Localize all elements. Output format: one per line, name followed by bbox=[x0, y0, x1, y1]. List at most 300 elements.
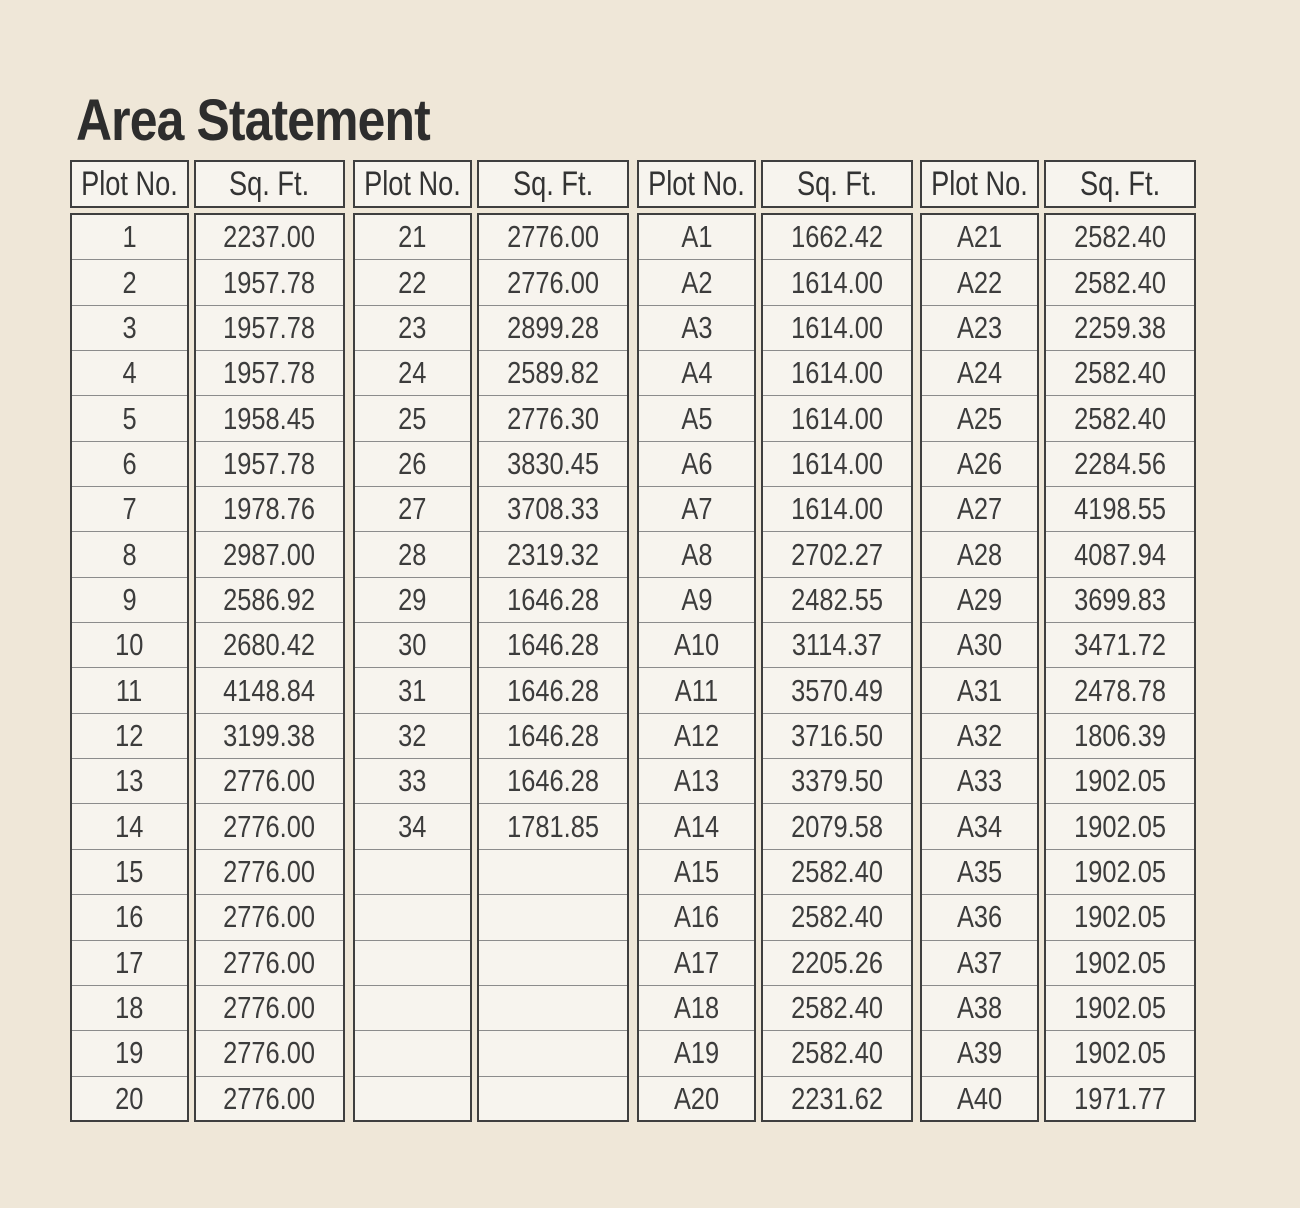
sq-ft-value: 1646.28 bbox=[507, 717, 599, 753]
plot-no-value: 6 bbox=[122, 445, 137, 481]
plot-no-cell bbox=[72, 1077, 187, 1122]
plot-no-value: 22 bbox=[398, 264, 427, 300]
page-title: Area Statement bbox=[76, 88, 430, 153]
plot-no-value: A14 bbox=[673, 808, 720, 844]
plot-no-cell bbox=[639, 1077, 754, 1122]
sq-ft-value: 3708.33 bbox=[507, 491, 599, 527]
sq-ft-value: 3471.72 bbox=[1074, 627, 1166, 663]
sq-ft-cell bbox=[763, 850, 911, 895]
plot-no-header: Plot No. bbox=[920, 160, 1039, 208]
sq-ft-cell bbox=[196, 759, 343, 804]
sq-ft-cell bbox=[196, 215, 343, 260]
plot-no-column bbox=[920, 213, 1039, 1122]
sq-ft-cell bbox=[196, 578, 343, 623]
plot-no-cell bbox=[72, 941, 187, 986]
plot-no-cell bbox=[72, 714, 187, 759]
sq-ft-cell bbox=[196, 895, 343, 940]
sq-ft-value: 1957.78 bbox=[223, 309, 316, 345]
plot-no-cell bbox=[355, 850, 470, 895]
sq-ft-value: 2776.00 bbox=[223, 853, 316, 889]
plot-no-cell bbox=[355, 623, 470, 668]
sq-ft-cell bbox=[196, 532, 343, 577]
plot-no-value: A8 bbox=[680, 536, 713, 572]
plot-no-cell bbox=[72, 215, 187, 260]
plot-no-column bbox=[70, 213, 189, 1122]
sq-ft-value: 1902.05 bbox=[1074, 899, 1166, 935]
plot-no-value: A15 bbox=[673, 853, 720, 889]
plot-no-cell bbox=[639, 260, 754, 305]
sq-ft-cell bbox=[479, 260, 627, 305]
sq-ft-cell bbox=[196, 260, 343, 305]
sq-ft-cell bbox=[196, 396, 343, 441]
plot-no-cell bbox=[922, 895, 1037, 940]
plot-no-cell bbox=[922, 668, 1037, 713]
sq-ft-cell bbox=[479, 1031, 627, 1076]
sq-ft-value: 2259.38 bbox=[1074, 309, 1166, 345]
plot-no-cell bbox=[72, 306, 187, 351]
sq-ft-cell bbox=[1046, 1031, 1194, 1076]
plot-no-cell bbox=[639, 351, 754, 396]
plot-no-cell bbox=[72, 578, 187, 623]
sq-ft-cell bbox=[1046, 578, 1194, 623]
plot-no-cell bbox=[355, 895, 470, 940]
plot-no-value: 32 bbox=[398, 717, 427, 753]
plot-no-cell bbox=[355, 351, 470, 396]
plot-no-cell bbox=[922, 578, 1037, 623]
plot-no-cell bbox=[355, 1077, 470, 1122]
plot-no-cell bbox=[639, 396, 754, 441]
sq-ft-cell bbox=[1046, 1077, 1194, 1122]
plot-no-cell bbox=[922, 306, 1037, 351]
plot-no-cell bbox=[922, 850, 1037, 895]
sq-ft-value: 1614.00 bbox=[791, 445, 883, 481]
plot-no-cell bbox=[355, 306, 470, 351]
plot-no-value: A29 bbox=[956, 581, 1003, 617]
plot-no-cell bbox=[922, 714, 1037, 759]
plot-no-cell bbox=[72, 487, 187, 532]
sq-ft-value: 1978.76 bbox=[223, 491, 316, 527]
sq-ft-cell bbox=[479, 668, 627, 713]
sq-ft-cell bbox=[479, 714, 627, 759]
sq-ft-cell bbox=[479, 895, 627, 940]
plot-no-value: 26 bbox=[398, 445, 427, 481]
plot-no-cell bbox=[922, 1077, 1037, 1122]
plot-no-cell bbox=[355, 260, 470, 305]
sq-ft-cell bbox=[763, 804, 911, 849]
plot-no-cell bbox=[72, 850, 187, 895]
plot-no-value: 15 bbox=[115, 853, 144, 889]
plot-no-cell bbox=[355, 396, 470, 441]
plot-no-value: A7 bbox=[680, 491, 713, 527]
sq-ft-cell bbox=[763, 1077, 911, 1122]
sq-ft-value: 2680.42 bbox=[223, 627, 316, 663]
sq-ft-header: Sq. Ft. bbox=[1044, 160, 1196, 208]
sq-ft-cell bbox=[1046, 532, 1194, 577]
plot-no-value: A11 bbox=[674, 672, 719, 708]
sq-ft-value: 2582.40 bbox=[1074, 264, 1166, 300]
plot-no-value: A30 bbox=[956, 627, 1003, 663]
sq-ft-value: 2776.00 bbox=[507, 264, 599, 300]
sq-ft-cell bbox=[763, 668, 911, 713]
sq-ft-value: 2582.40 bbox=[1074, 355, 1166, 391]
plot-no-cell bbox=[639, 487, 754, 532]
plot-no-value: A4 bbox=[680, 355, 713, 391]
sq-ft-column bbox=[194, 213, 345, 1122]
plot-no-cell bbox=[922, 260, 1037, 305]
sq-ft-cell bbox=[1046, 623, 1194, 668]
sq-ft-cell bbox=[763, 759, 911, 804]
sq-ft-cell bbox=[196, 804, 343, 849]
sq-ft-value: 1614.00 bbox=[791, 400, 883, 436]
plot-no-cell bbox=[355, 804, 470, 849]
sq-ft-value: 2987.00 bbox=[223, 536, 316, 572]
sq-ft-cell bbox=[479, 941, 627, 986]
sq-ft-value: 1957.78 bbox=[223, 355, 316, 391]
plot-no-value: 13 bbox=[115, 763, 144, 799]
plot-no-value: 27 bbox=[398, 491, 427, 527]
sq-ft-cell bbox=[196, 487, 343, 532]
plot-no-value: 29 bbox=[398, 581, 427, 617]
plot-no-value: A38 bbox=[956, 990, 1003, 1026]
sq-ft-value: 1902.05 bbox=[1074, 763, 1166, 799]
plot-no-cell bbox=[639, 532, 754, 577]
sq-ft-value: 2899.28 bbox=[507, 309, 599, 345]
plot-no-cell bbox=[639, 759, 754, 804]
plot-no-value: 3 bbox=[122, 309, 137, 345]
plot-no-value: A13 bbox=[673, 763, 720, 799]
sq-ft-value: 3379.50 bbox=[791, 763, 883, 799]
plot-no-value: A23 bbox=[956, 309, 1003, 345]
sq-ft-cell bbox=[763, 306, 911, 351]
plot-no-value: A24 bbox=[956, 355, 1003, 391]
plot-no-value: 10 bbox=[115, 627, 144, 663]
sq-ft-value: 1646.28 bbox=[507, 763, 599, 799]
sq-ft-cell bbox=[1046, 941, 1194, 986]
sq-ft-value: 1646.28 bbox=[507, 672, 599, 708]
sq-ft-value: 2582.40 bbox=[791, 990, 883, 1026]
plot-no-value: A3 bbox=[680, 309, 713, 345]
sq-ft-cell bbox=[479, 850, 627, 895]
plot-no-cell bbox=[639, 668, 754, 713]
sq-ft-cell bbox=[196, 714, 343, 759]
plot-no-header: Plot No. bbox=[70, 160, 189, 208]
sq-ft-cell bbox=[479, 578, 627, 623]
plot-no-value: 21 bbox=[398, 219, 427, 255]
sq-ft-value: 1902.05 bbox=[1074, 853, 1166, 889]
sq-ft-value: 4087.94 bbox=[1074, 536, 1166, 572]
sq-ft-header: Sq. Ft. bbox=[194, 160, 345, 208]
sq-ft-value: 1781.85 bbox=[507, 808, 599, 844]
plot-no-cell bbox=[72, 623, 187, 668]
sq-ft-cell bbox=[763, 941, 911, 986]
plot-no-cell bbox=[639, 941, 754, 986]
sq-ft-value: 2776.30 bbox=[507, 400, 599, 436]
sq-ft-cell bbox=[763, 351, 911, 396]
plot-no-value: 11 bbox=[116, 672, 143, 708]
sq-ft-header: Sq. Ft. bbox=[477, 160, 629, 208]
sq-ft-cell bbox=[196, 850, 343, 895]
sq-ft-value: 2582.40 bbox=[791, 899, 883, 935]
sq-ft-cell bbox=[763, 396, 911, 441]
sq-ft-cell bbox=[1046, 442, 1194, 487]
plot-no-value: 7 bbox=[122, 491, 137, 527]
sq-ft-value: 2776.00 bbox=[223, 944, 316, 980]
plot-no-value: 16 bbox=[115, 899, 144, 935]
plot-no-cell bbox=[922, 396, 1037, 441]
sq-ft-value: 4198.55 bbox=[1074, 491, 1166, 527]
plot-no-cell bbox=[922, 804, 1037, 849]
plot-no-value: A10 bbox=[673, 627, 720, 663]
plot-no-value: A21 bbox=[956, 219, 1003, 255]
plot-no-cell bbox=[922, 487, 1037, 532]
plot-no-cell bbox=[922, 759, 1037, 804]
sq-ft-cell bbox=[763, 986, 911, 1031]
plot-no-value: A19 bbox=[673, 1035, 720, 1071]
sq-ft-cell bbox=[763, 532, 911, 577]
plot-no-cell bbox=[355, 668, 470, 713]
sq-ft-cell bbox=[1046, 396, 1194, 441]
sq-ft-value: 1902.05 bbox=[1074, 808, 1166, 844]
plot-no-value: 20 bbox=[115, 1081, 144, 1117]
sq-ft-cell bbox=[479, 442, 627, 487]
plot-no-cell bbox=[922, 1031, 1037, 1076]
plot-no-value: A33 bbox=[956, 763, 1003, 799]
sq-ft-cell bbox=[1046, 668, 1194, 713]
plot-no-cell bbox=[72, 442, 187, 487]
sq-ft-value: 2776.00 bbox=[223, 763, 316, 799]
sq-ft-value: 2482.55 bbox=[791, 581, 883, 617]
sq-ft-cell bbox=[1046, 850, 1194, 895]
plot-no-cell bbox=[639, 306, 754, 351]
plot-no-cell bbox=[639, 986, 754, 1031]
plot-no-value: 24 bbox=[398, 355, 427, 391]
plot-no-value: A6 bbox=[680, 445, 713, 481]
plot-no-value: A37 bbox=[956, 944, 1003, 980]
plot-no-cell bbox=[639, 442, 754, 487]
plot-no-header: Plot No. bbox=[637, 160, 756, 208]
plot-no-cell bbox=[72, 532, 187, 577]
sq-ft-cell bbox=[479, 215, 627, 260]
plot-no-value: A28 bbox=[956, 536, 1003, 572]
plot-no-cell bbox=[72, 895, 187, 940]
sq-ft-cell bbox=[196, 351, 343, 396]
sq-ft-value: 2582.40 bbox=[1074, 219, 1166, 255]
sq-ft-value: 2586.92 bbox=[223, 581, 316, 617]
sq-ft-cell bbox=[479, 306, 627, 351]
plot-no-value: A25 bbox=[956, 400, 1003, 436]
plot-no-value: 5 bbox=[122, 400, 137, 436]
sq-ft-cell bbox=[479, 623, 627, 668]
plot-no-cell bbox=[922, 532, 1037, 577]
sq-ft-column bbox=[477, 213, 629, 1122]
plot-no-value: 33 bbox=[398, 763, 427, 799]
sq-ft-cell bbox=[1046, 714, 1194, 759]
sq-ft-cell bbox=[479, 487, 627, 532]
plot-no-cell bbox=[72, 351, 187, 396]
sq-ft-value: 2776.00 bbox=[507, 219, 599, 255]
plot-no-cell bbox=[355, 1031, 470, 1076]
plot-no-value: A22 bbox=[956, 264, 1003, 300]
sq-ft-cell bbox=[1046, 986, 1194, 1031]
sq-ft-value: 1958.45 bbox=[223, 400, 316, 436]
plot-no-cell bbox=[72, 1031, 187, 1076]
plot-no-value: A32 bbox=[956, 717, 1003, 753]
plot-no-cell bbox=[355, 759, 470, 804]
plot-no-cell bbox=[355, 986, 470, 1031]
plot-no-value: A9 bbox=[680, 581, 713, 617]
plot-no-cell bbox=[72, 260, 187, 305]
sq-ft-cell bbox=[1046, 804, 1194, 849]
sq-ft-cell bbox=[763, 260, 911, 305]
sq-ft-cell bbox=[196, 668, 343, 713]
plot-no-value: 4 bbox=[122, 355, 137, 391]
plot-no-cell bbox=[355, 941, 470, 986]
plot-no-value: A1 bbox=[680, 219, 713, 255]
plot-no-value: A34 bbox=[956, 808, 1003, 844]
sq-ft-value: 1646.28 bbox=[507, 627, 599, 663]
sq-ft-value: 1902.05 bbox=[1074, 990, 1166, 1026]
sq-ft-value: 2702.27 bbox=[791, 536, 883, 572]
plot-no-cell bbox=[922, 442, 1037, 487]
sq-ft-value: 3716.50 bbox=[791, 717, 883, 753]
sq-ft-value: 3699.83 bbox=[1074, 581, 1166, 617]
plot-no-cell bbox=[922, 623, 1037, 668]
sq-ft-value: 2776.00 bbox=[223, 899, 316, 935]
plot-no-value: 14 bbox=[115, 808, 144, 844]
sq-ft-cell bbox=[196, 623, 343, 668]
sq-ft-cell bbox=[196, 986, 343, 1031]
sq-ft-cell bbox=[763, 623, 911, 668]
plot-no-value: 17 bbox=[115, 944, 144, 980]
plot-no-cell bbox=[355, 487, 470, 532]
plot-no-cell bbox=[639, 804, 754, 849]
sq-ft-cell bbox=[196, 941, 343, 986]
plot-no-cell bbox=[922, 986, 1037, 1031]
sq-ft-header: Sq. Ft. bbox=[761, 160, 913, 208]
sq-ft-cell bbox=[196, 306, 343, 351]
sq-ft-value: 1614.00 bbox=[791, 264, 883, 300]
plot-no-cell bbox=[72, 668, 187, 713]
sq-ft-value: 1957.78 bbox=[223, 264, 316, 300]
sq-ft-value: 1614.00 bbox=[791, 491, 883, 527]
plot-no-value: 30 bbox=[398, 627, 427, 663]
plot-no-cell bbox=[639, 1031, 754, 1076]
plot-no-cell bbox=[639, 714, 754, 759]
plot-no-cell bbox=[639, 850, 754, 895]
plot-no-value: 19 bbox=[115, 1035, 144, 1071]
sq-ft-value: 3830.45 bbox=[507, 445, 599, 481]
sq-ft-value: 1971.77 bbox=[1074, 1081, 1166, 1117]
sq-ft-cell bbox=[479, 986, 627, 1031]
plot-no-value: A31 bbox=[956, 672, 1003, 708]
plot-no-value: A5 bbox=[680, 400, 713, 436]
sq-ft-column bbox=[761, 213, 913, 1122]
sq-ft-value: 2776.00 bbox=[223, 1035, 316, 1071]
sq-ft-cell bbox=[1046, 351, 1194, 396]
plot-no-value: 8 bbox=[122, 536, 137, 572]
sq-ft-value: 2589.82 bbox=[507, 355, 599, 391]
sq-ft-value: 2319.32 bbox=[507, 536, 599, 572]
sq-ft-value: 2205.26 bbox=[791, 944, 883, 980]
sq-ft-cell bbox=[479, 1077, 627, 1122]
sq-ft-cell bbox=[1046, 487, 1194, 532]
plot-no-value: 2 bbox=[122, 264, 137, 300]
plot-no-value: 28 bbox=[398, 536, 427, 572]
plot-no-value: A17 bbox=[673, 944, 720, 980]
sq-ft-value: 3199.38 bbox=[223, 717, 316, 753]
plot-no-value: A40 bbox=[956, 1081, 1003, 1117]
sq-ft-value: 2284.56 bbox=[1074, 445, 1166, 481]
sq-ft-cell bbox=[479, 396, 627, 441]
plot-no-cell bbox=[355, 532, 470, 577]
sq-ft-cell bbox=[196, 1077, 343, 1122]
plot-no-value: A39 bbox=[956, 1035, 1003, 1071]
sq-ft-cell bbox=[479, 804, 627, 849]
plot-no-value: A26 bbox=[956, 445, 1003, 481]
plot-no-cell bbox=[72, 396, 187, 441]
sq-ft-cell bbox=[479, 351, 627, 396]
plot-no-cell bbox=[355, 215, 470, 260]
sq-ft-value: 3114.37 bbox=[791, 627, 882, 663]
sq-ft-value: 2776.00 bbox=[223, 990, 316, 1026]
plot-no-cell bbox=[355, 714, 470, 759]
sq-ft-value: 2478.78 bbox=[1074, 672, 1166, 708]
sq-ft-cell bbox=[763, 487, 911, 532]
plot-no-value: A27 bbox=[956, 491, 1003, 527]
plot-no-cell bbox=[639, 623, 754, 668]
plot-no-value: A2 bbox=[680, 264, 713, 300]
sq-ft-value: 2776.00 bbox=[223, 1081, 316, 1117]
plot-no-value: A12 bbox=[673, 717, 720, 753]
sq-ft-value: 2776.00 bbox=[223, 808, 316, 844]
sq-ft-cell bbox=[1046, 895, 1194, 940]
plot-no-header: Plot No. bbox=[353, 160, 472, 208]
plot-no-cell bbox=[72, 986, 187, 1031]
plot-no-value: A36 bbox=[956, 899, 1003, 935]
sq-ft-cell bbox=[763, 215, 911, 260]
plot-no-cell bbox=[922, 941, 1037, 986]
sq-ft-value: 1646.28 bbox=[507, 581, 599, 617]
plot-no-value: 25 bbox=[398, 400, 427, 436]
sq-ft-cell bbox=[1046, 215, 1194, 260]
sq-ft-value: 4148.84 bbox=[223, 672, 316, 708]
plot-no-cell bbox=[355, 442, 470, 487]
plot-no-cell bbox=[922, 351, 1037, 396]
plot-no-value: 9 bbox=[122, 581, 137, 617]
plot-no-value: 12 bbox=[115, 717, 144, 753]
plot-no-cell bbox=[639, 895, 754, 940]
sq-ft-cell bbox=[1046, 306, 1194, 351]
plot-no-cell bbox=[639, 578, 754, 623]
sq-ft-cell bbox=[763, 442, 911, 487]
plot-no-value: 1 bbox=[122, 219, 137, 255]
plot-no-value: 23 bbox=[398, 309, 427, 345]
sq-ft-value: 2582.40 bbox=[791, 853, 883, 889]
plot-no-cell bbox=[72, 759, 187, 804]
sq-ft-cell bbox=[763, 1031, 911, 1076]
sq-ft-cell bbox=[479, 532, 627, 577]
plot-no-value: 31 bbox=[398, 672, 427, 708]
sq-ft-value: 2582.40 bbox=[1074, 400, 1166, 436]
sq-ft-cell bbox=[763, 578, 911, 623]
sq-ft-value: 2582.40 bbox=[791, 1035, 883, 1071]
plot-no-cell bbox=[355, 578, 470, 623]
sq-ft-cell bbox=[479, 759, 627, 804]
plot-no-value: 18 bbox=[115, 990, 144, 1026]
plot-no-cell bbox=[639, 215, 754, 260]
sq-ft-cell bbox=[1046, 759, 1194, 804]
plot-no-value: A16 bbox=[673, 899, 720, 935]
